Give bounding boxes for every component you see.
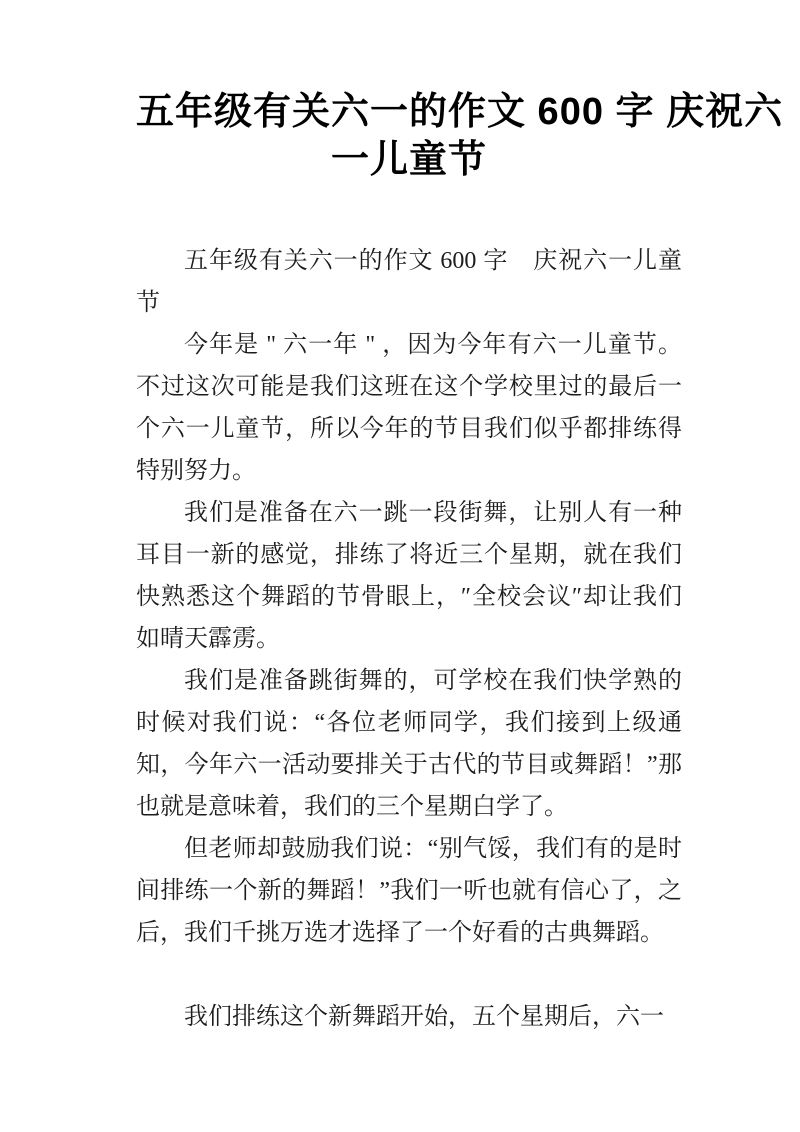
body-paragraph: 我们是准备跳街舞的，可学校在我们快学熟的时候对我们说：“各位老师同学，我们接到上级通知，今年六一活动要排关于古代的节目或舞蹈！”那也就是意味着，我们的三个星期白学了。 [136,668,682,820]
body-paragraph: 五年级有关六一的作文 600 字 庆祝六一儿童节 [136,248,682,316]
document-title [136,88,784,184]
body-paragraph: 但老师却鼓励我们说：“别气馁，我们有的是时间排练一个新的舞蹈！”我们一听也就有信心了，之后，我们千挑万选才选择了一个好看的古典舞蹈。 [136,836,682,946]
body-paragraph: 我们是准备在六一跳一段街舞，让别人有一种耳目一新的感觉，排练了将近三个星期，就在我们快熟悉这个舞蹈的节骨眼上，″全校会议″却让我们如晴天霹雳。 [136,500,682,652]
document-body [136,240,682,1038]
body-paragraph: 今年是 " 六一年 " ，因为今年有六一儿童节。不过这次可能是我们这班在这个学校里过的最后一个六一儿童节，所以今年的节目我们似乎都排练得特别努力。 [136,332,682,484]
body-paragraph: 我们排练这个新舞蹈开始，五个星期后，六一 [184,1004,664,1030]
title-line-2: 一儿童节 [330,139,487,181]
title-line-1: 五年级有关六一的作文 600 字 庆祝六 [136,91,784,133]
